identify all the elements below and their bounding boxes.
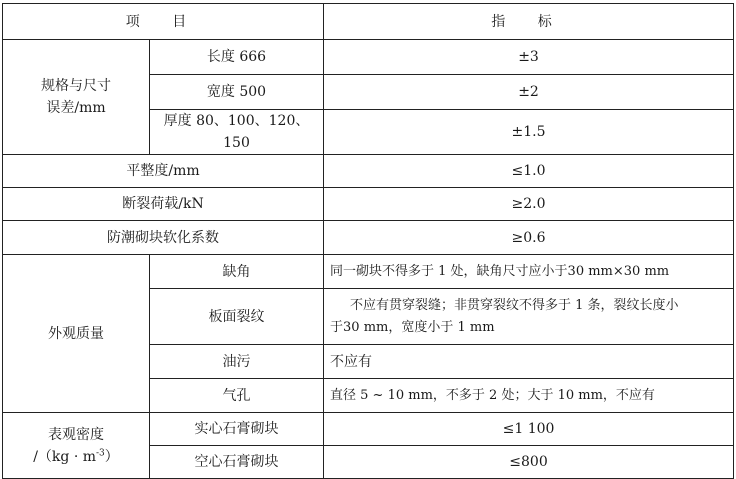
value-hollow: ≤800 <box>324 446 734 479</box>
label-softening: 防潮砌块软化系数 <box>3 221 324 255</box>
group-appearance: 外观质量 <box>3 255 150 413</box>
value-thickness: ±1.5 <box>324 110 734 155</box>
value-length: ±3 <box>324 40 734 75</box>
value-width: ±2 <box>324 75 734 110</box>
header-row <box>3 4 734 40</box>
value-crack: 不应有贯穿裂缝；非贯穿裂纹不得多于 1 条，裂纹长度小 于30 mm，宽度小于 1 mm <box>324 289 734 345</box>
header-index: 指 标 <box>324 4 734 40</box>
row-break-load <box>3 188 734 221</box>
group-density: 表观密度 $/(kg \cdot m^{-3})$ <box>3 413 150 479</box>
row-missing-corner <box>3 255 734 289</box>
header-item: 项 目 <box>3 4 324 40</box>
value-flatness: ≤1.0 <box>324 155 734 188</box>
label-hollow: 空心石膏砌块 <box>150 446 324 479</box>
label-crack: 板面裂纹 <box>150 289 324 345</box>
spec-table <box>2 3 734 479</box>
row-flatness <box>3 155 734 188</box>
row-softening <box>3 221 734 255</box>
value-solid: ≤1 100 <box>324 413 734 446</box>
label-break-load: 断裂荷载/kN <box>3 188 324 221</box>
label-pores: 气孔 <box>150 379 324 413</box>
value-oil: 不应有 <box>324 345 734 379</box>
value-pores: 直径 5 ~ 10 mm，不多于 2 处；大于 10 mm，不应有 <box>324 379 734 413</box>
label-missing-corner: 缺角 <box>150 255 324 289</box>
label-length: 长度 666 <box>150 40 324 75</box>
value-break-load: ≥2.0 <box>324 188 734 221</box>
row-solid <box>3 413 734 446</box>
group-spec: 规格与尺寸 误差/mm <box>3 40 150 155</box>
label-solid: 实心石膏砌块 <box>150 413 324 446</box>
label-oil: 油污 <box>150 345 324 379</box>
label-thickness: 厚度 80、100、120、150 <box>150 110 324 155</box>
value-softening: ≥0.6 <box>324 221 734 255</box>
row-length <box>3 40 734 75</box>
value-missing-corner: 同一砌块不得多于 1 处，缺角尺寸应小于30 mm×30 mm <box>324 255 734 289</box>
label-flatness: 平整度/mm <box>3 155 324 188</box>
label-width: 宽度 500 <box>150 75 324 110</box>
